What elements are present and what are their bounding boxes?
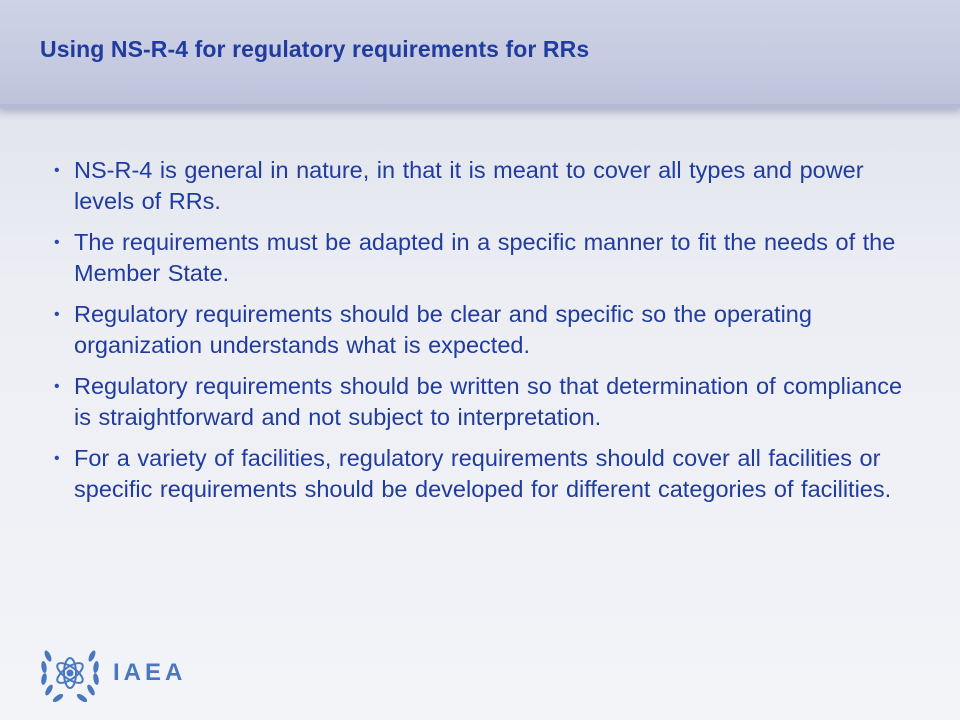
bullet-marker: • (54, 450, 60, 467)
bullet-marker: • (54, 234, 60, 251)
bullet-text: Regulatory requirements should be clear and specific so the operating organization understands what is expected. (74, 301, 812, 358)
bullet-text: Regulatory requirements should be written so that determination of compliance is straightforward and not subject to interpretation. (74, 373, 903, 430)
bullet-item (54, 227, 914, 289)
header-shadow (0, 104, 960, 120)
slide-title: Using NS-R-4 for regulatory requirements for RRs (40, 36, 590, 62)
iaea-emblem-icon (36, 642, 104, 708)
bullet-text: The requirements must be adapted in a specific manner to fit the needs of the Member State. (74, 229, 896, 286)
bullet-marker: • (54, 162, 60, 179)
header-band (0, 0, 960, 108)
bullet-marker: • (54, 306, 60, 323)
bullet-item (54, 299, 914, 361)
bullet-item (54, 371, 914, 433)
bullet-text: NS-R-4 is general in nature, in that it is meant to cover all types and power levels of RRs. (74, 157, 864, 214)
bullet-item (54, 155, 914, 217)
iaea-logo-text: IAEA (113, 659, 187, 686)
bullet-text: For a variety of facilities, regulatory requirements should cover all facilities or specific requirements should be developed for different categories of facilities. (74, 445, 892, 502)
bullet-item (54, 443, 914, 505)
bullet-list (54, 155, 914, 515)
bullet-marker: • (54, 378, 60, 395)
